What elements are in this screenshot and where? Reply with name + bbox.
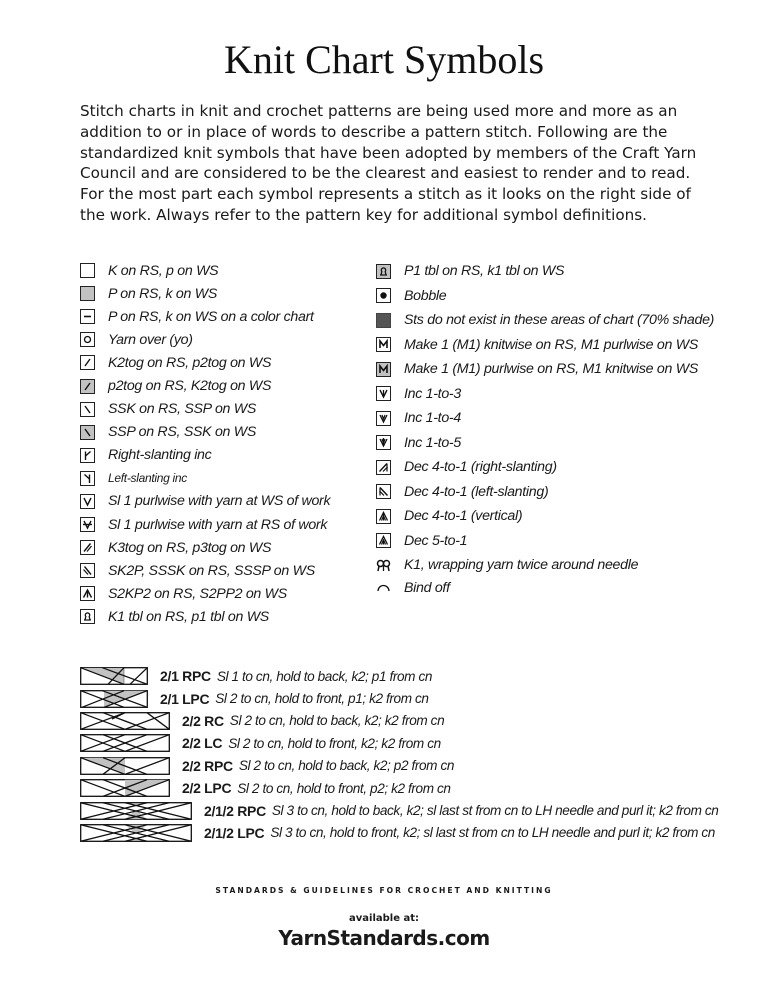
symbol-row xyxy=(80,421,330,444)
symbol-label: SK2P, SSSK on RS, SSSP on WS xyxy=(108,562,315,579)
symbol-row xyxy=(80,305,330,328)
symbol-row xyxy=(80,490,330,513)
left-slanting-inc-icon xyxy=(80,471,95,486)
sk2p-icon xyxy=(80,563,95,578)
cable-desc: Sl 1 to cn, hold to back, k2; p1 from cn xyxy=(216,668,433,684)
cable-name: 2/1 RPC xyxy=(160,668,211,685)
symbol-label: Dec 4-to-1 (right-slanting) xyxy=(404,459,557,476)
s2kp2-icon xyxy=(80,586,95,601)
cable-desc: Sl 2 to cn, hold to front, p1; k2 from cn xyxy=(215,691,429,707)
symbol-row xyxy=(80,282,330,305)
symbol-label: K1 tbl on RS, p1 tbl on WS xyxy=(108,608,269,625)
symbol-row xyxy=(376,308,714,333)
symbol-row xyxy=(376,578,714,598)
cable-2-1-2-lpc-icon xyxy=(80,824,192,842)
symbol-row xyxy=(80,444,330,467)
symbol-label: Inc 1-to-3 xyxy=(404,385,461,402)
k3tog-icon xyxy=(80,540,95,555)
p2tog-icon xyxy=(80,379,95,394)
intro-paragraph: Stitch charts in knit and crochet patterns are being used more and more as an addition to or in place of words to describe a pattern stitch. Following are the standardized knit symbols that have been adopted by members of the Craft Yarn Council and are considered to be the clearest and easiest to render and to read. For the most part each symbol represents a stitch as it looks on the right side of the work. Always refer to the pattern key for additional symbol definitions. xyxy=(80,102,697,224)
cable-desc: Sl 2 to cn, hold to back, k2; p2 from cn xyxy=(238,758,455,774)
symbol-row xyxy=(376,431,714,456)
symbol-label: Make 1 (M1) knitwise on RS, M1 purlwise on WS xyxy=(404,336,698,353)
cable-row xyxy=(80,822,718,844)
symbol-label: Dec 4-to-1 (left-slanting) xyxy=(404,483,549,500)
symbol-row xyxy=(80,536,330,559)
cable-row xyxy=(80,732,718,754)
cable-desc: Sl 2 to cn, hold to back, k2; k2 from cn xyxy=(229,713,445,729)
symbol-label: Make 1 (M1) purlwise on RS, M1 knitwise on WS xyxy=(404,361,698,378)
website-link[interactable]: YarnStandards.com xyxy=(278,926,490,950)
symbol-row xyxy=(376,259,714,284)
symbol-row xyxy=(80,605,330,628)
symbol-label: Inc 1-to-5 xyxy=(404,434,461,451)
cable-row xyxy=(80,799,718,821)
inc-1-to-5-icon xyxy=(376,435,391,450)
cable-name: 2/2 RC xyxy=(182,712,224,729)
no-stitch-icon xyxy=(376,313,391,328)
symbol-row xyxy=(80,259,330,282)
cable-row xyxy=(80,665,718,687)
symbol-label: K3tog on RS, p3tog on WS xyxy=(108,539,272,556)
symbol-label: P on RS, k on WS xyxy=(108,285,218,302)
symbol-label: S2KP2 on RS, S2PP2 on WS xyxy=(108,585,287,602)
symbol-row xyxy=(80,559,330,582)
symbol-row xyxy=(80,351,330,374)
cable-row xyxy=(80,710,718,732)
cable-row xyxy=(80,755,718,777)
symbol-label: Yarn over (yo) xyxy=(108,331,193,348)
symbol-label: K on RS, p on WS xyxy=(108,262,219,279)
cable-name: 2/2 LC xyxy=(182,735,223,752)
symbol-row xyxy=(376,382,714,407)
symbol-label: K2tog on RS, p2tog on WS xyxy=(108,354,272,371)
dec-4-to-1-left-icon xyxy=(376,484,391,499)
dec-4-to-1-right-icon xyxy=(376,460,391,475)
cable-desc: Sl 2 to cn, hold to front, k2; k2 from cn xyxy=(228,735,441,751)
purl-dash-icon xyxy=(80,309,95,324)
slip-ws-icon xyxy=(80,494,95,509)
p1-tbl-icon xyxy=(376,264,391,279)
symbol-label: p2tog on RS, K2tog on WS xyxy=(108,378,272,395)
ssp-icon xyxy=(80,425,95,440)
symbol-row xyxy=(376,455,714,480)
symbol-row xyxy=(376,529,714,554)
dec-5-to-1-icon xyxy=(376,533,391,548)
symbol-label: P on RS, k on WS on a color chart xyxy=(108,308,314,325)
k2tog-icon xyxy=(80,355,95,370)
ssk-icon xyxy=(80,402,95,417)
symbol-label: K1, wrapping yarn twice around needle xyxy=(404,557,639,574)
symbol-row xyxy=(80,398,330,421)
symbol-row xyxy=(376,504,714,529)
cable-row xyxy=(80,777,718,799)
cable-name: 2/2 RPC xyxy=(182,757,233,774)
right-slanting-inc-icon xyxy=(80,448,95,463)
symbol-label: Sl 1 purlwise with yarn at WS of work xyxy=(108,493,331,510)
symbol-list-left xyxy=(80,259,330,629)
cable-2-2-lc-icon xyxy=(80,734,170,752)
symbol-list-right xyxy=(376,259,714,598)
page-title: Knit Chart Symbols xyxy=(223,37,545,82)
cable-2-2-rc-icon xyxy=(80,712,170,730)
bobble-icon xyxy=(376,288,391,303)
cable-2-1-rpc-icon xyxy=(80,667,148,685)
symbol-row xyxy=(80,374,330,397)
inc-1-to-4-icon xyxy=(376,411,391,426)
symbol-row xyxy=(376,284,714,309)
purl-gray-icon xyxy=(80,286,95,301)
m1-purl-icon xyxy=(376,362,391,377)
symbol-label: Dec 5-to-1 xyxy=(404,532,468,549)
k1-wrap-twice-icon xyxy=(376,558,391,573)
cable-name: 2/1 LPC xyxy=(160,690,210,707)
symbol-label: Right-slanting inc xyxy=(108,447,212,464)
cable-name: 2/1/2 RPC xyxy=(204,802,266,819)
symbol-row xyxy=(80,467,330,490)
cable-2-2-rpc-icon xyxy=(80,757,170,775)
symbol-label: SSP on RS, SSK on WS xyxy=(108,424,257,441)
symbol-row xyxy=(376,333,714,358)
symbol-label: SSK on RS, SSP on WS xyxy=(108,401,257,418)
symbol-label: Bobble xyxy=(404,287,447,304)
cable-name: 2/2 LPC xyxy=(182,780,232,797)
k1-tbl-icon xyxy=(80,609,95,624)
inc-1-to-3-icon xyxy=(376,386,391,401)
symbol-row xyxy=(376,357,714,382)
knit-blank-icon xyxy=(80,263,95,278)
cable-desc: Sl 2 to cn, hold to front, p2; k2 from cn xyxy=(237,780,451,796)
cable-2-1-2-rpc-icon xyxy=(80,802,192,820)
dec-4-to-1-vertical-icon xyxy=(376,509,391,524)
cable-name: 2/1/2 LPC xyxy=(204,824,265,841)
cable-desc: Sl 3 to cn, hold to front, k2; sl last st from cn to LH needle and purl it; k2 from cn xyxy=(270,825,715,841)
footer-tagline: STANDARDS & GUIDELINES FOR CROCHET AND KNITTING xyxy=(215,886,553,895)
cable-2-1-lpc-icon xyxy=(80,690,148,708)
symbol-label: Bind off xyxy=(404,579,450,596)
cable-desc: Sl 3 to cn, hold to back, k2; sl last st from cn to LH needle and purl it; k2 from cn xyxy=(271,803,719,819)
m1-knit-icon xyxy=(376,337,391,352)
symbol-row xyxy=(376,480,714,505)
symbol-row xyxy=(80,328,330,351)
cable-row xyxy=(80,687,718,709)
symbol-row xyxy=(80,582,330,605)
slip-rs-icon xyxy=(80,517,95,532)
symbol-label: Left-slanting inc xyxy=(108,471,187,486)
yarn-over-icon xyxy=(80,332,95,347)
symbol-label: Sl 1 purlwise with yarn at RS of work xyxy=(108,516,328,533)
symbol-row xyxy=(376,553,714,578)
symbol-label: Dec 4-to-1 (vertical) xyxy=(404,508,523,525)
symbol-row xyxy=(80,513,330,536)
symbol-label: Inc 1-to-4 xyxy=(404,410,461,427)
symbol-row xyxy=(376,406,714,431)
symbol-label: Sts do not exist in these areas of chart (70% shade) xyxy=(404,312,715,329)
bind-off-icon xyxy=(376,580,391,595)
symbol-label: P1 tbl on RS, k1 tbl on WS xyxy=(404,263,565,280)
cable-list xyxy=(80,665,718,844)
available-at-label: available at: xyxy=(349,913,419,924)
cable-2-2-lpc-icon xyxy=(80,779,170,797)
